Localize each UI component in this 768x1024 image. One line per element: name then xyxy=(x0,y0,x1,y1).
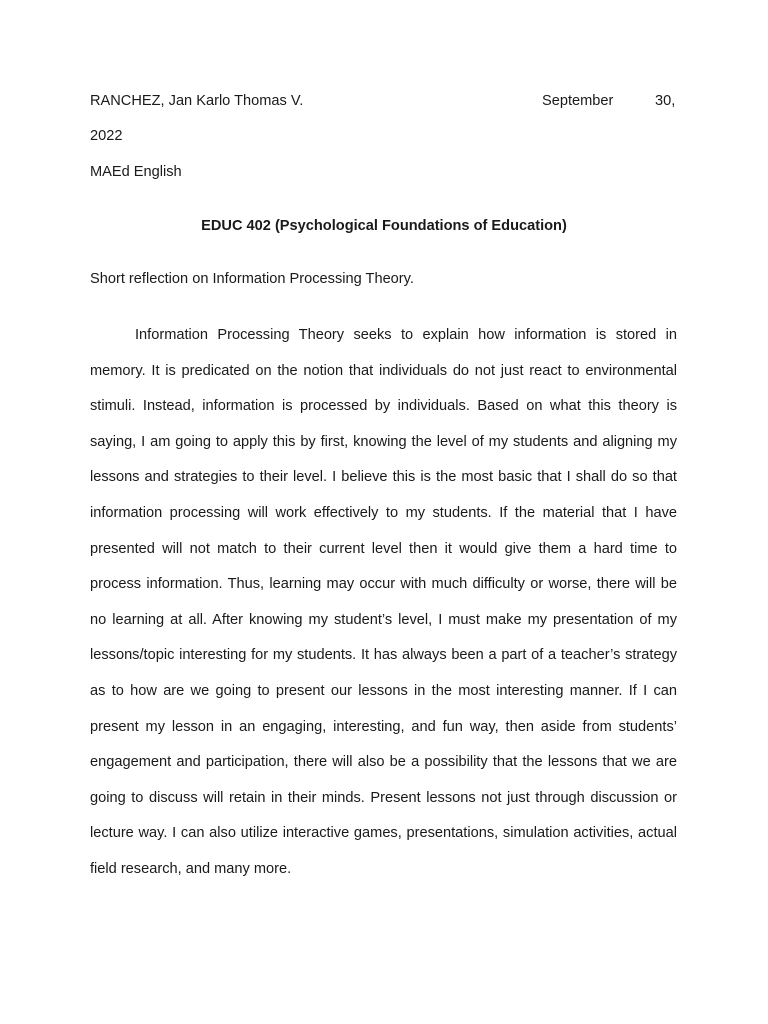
date-day: 30, xyxy=(655,93,676,109)
author-name: RANCHEZ, Jan Karlo Thomas V. xyxy=(90,93,304,109)
date-year: 2022 xyxy=(90,128,123,144)
date-month: September xyxy=(542,93,614,109)
course-title: EDUC 402 (Psychological Foundations of Education) xyxy=(201,218,567,234)
program-name: MAEd English xyxy=(90,164,182,180)
reflection-body-paragraph: Information Processing Theory seeks to explain how information is stored in memory. It is predicated on the notion that individuals do not just react to environmental stimuli. Instead, information is processed by individuals. Based on what this theory is saying, I am going to apply this by first, knowing the level of my students and aligning my lessons and strategies to their level. I believe this is the most basic that I shall do so that information processing will work effectively to my students. If the material that I have presented will not match to their current level then it would give them a hard time to process information. Thus, learning may occur with much difficulty or worse, there will be no learning at all. After knowing my student’s level, I must make my presentation of my lessons/topic interesting for my students. It has always been a part of a teacher’s strategy as to how are we going to present our lessons in the most interesting manner. If I can present my lesson in an engaging, interesting, and fun way, then aside from students’ engagement and participation, there will also be a possibility that the lessons that we are going to discuss will retain in their minds. Present lessons not just through discussion or lecture way. I can also utilize interactive games, presentations, simulation activities, actual field research, and many more. xyxy=(90,327,677,877)
reflection-subtitle: Short reflection on Information Processing Theory. xyxy=(90,271,414,287)
